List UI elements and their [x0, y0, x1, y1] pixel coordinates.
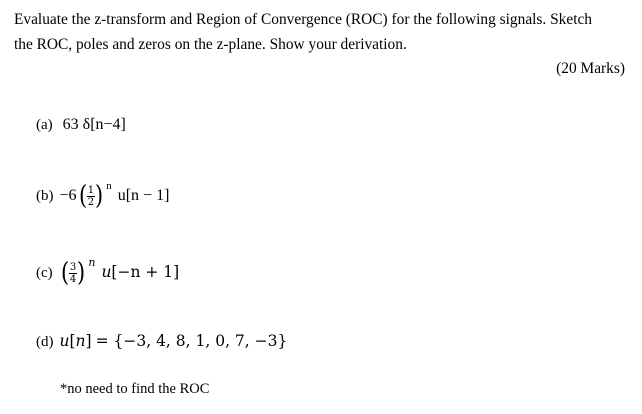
- part-c: [36, 256, 180, 289]
- part-c-step-fn: u: [101, 263, 112, 281]
- part-b-numerator: 1: [87, 184, 95, 196]
- part-c-exponent: n: [88, 256, 96, 269]
- part-b-step: u[n − 1]: [117, 187, 170, 204]
- part-b-label: (b): [36, 188, 54, 204]
- part-c-numerator: 3: [69, 261, 77, 273]
- part-d-fn: u: [59, 332, 70, 350]
- part-b: [36, 180, 170, 212]
- part-d-sequence: = {−3, 4, 8, 1, 0, 7, −3}: [95, 332, 288, 350]
- intro-line-2: the ROC, poles and zeros on the z-plane. Show your derivation.: [14, 36, 407, 53]
- part-d: (d) u[n] = {−3, 4, 8, 1, 0, 7, −3}: [36, 332, 288, 350]
- part-c-label: (c): [36, 265, 53, 281]
- roc-note: *no need to find the ROC: [60, 381, 210, 397]
- marks-label: (20 Marks): [556, 60, 625, 77]
- part-a-label: (a): [36, 117, 53, 133]
- part-a: [36, 116, 126, 134]
- part-c-step-arg: [−n + 1]: [111, 263, 180, 281]
- part-a-expression: 63 δ[n−4]: [62, 116, 126, 133]
- part-c-fraction: ( $\frac{3}{4}$ ): [60, 258, 86, 289]
- part-b-exponent: n: [106, 180, 112, 192]
- part-b-denominator: 2: [87, 196, 95, 208]
- part-b-coefficient: −6: [59, 187, 77, 204]
- question-intro: [14, 7, 630, 57]
- part-b-fraction: ( $\frac{1}{2}$ ): [78, 181, 104, 212]
- part-d-arg: n: [75, 332, 86, 350]
- intro-line-1: Evaluate the z-transform and Region of Convergence (ROC) for the following signals. Sketch: [14, 11, 592, 28]
- part-d-label: (d): [36, 334, 54, 350]
- part-c-denominator: 4: [69, 273, 77, 285]
